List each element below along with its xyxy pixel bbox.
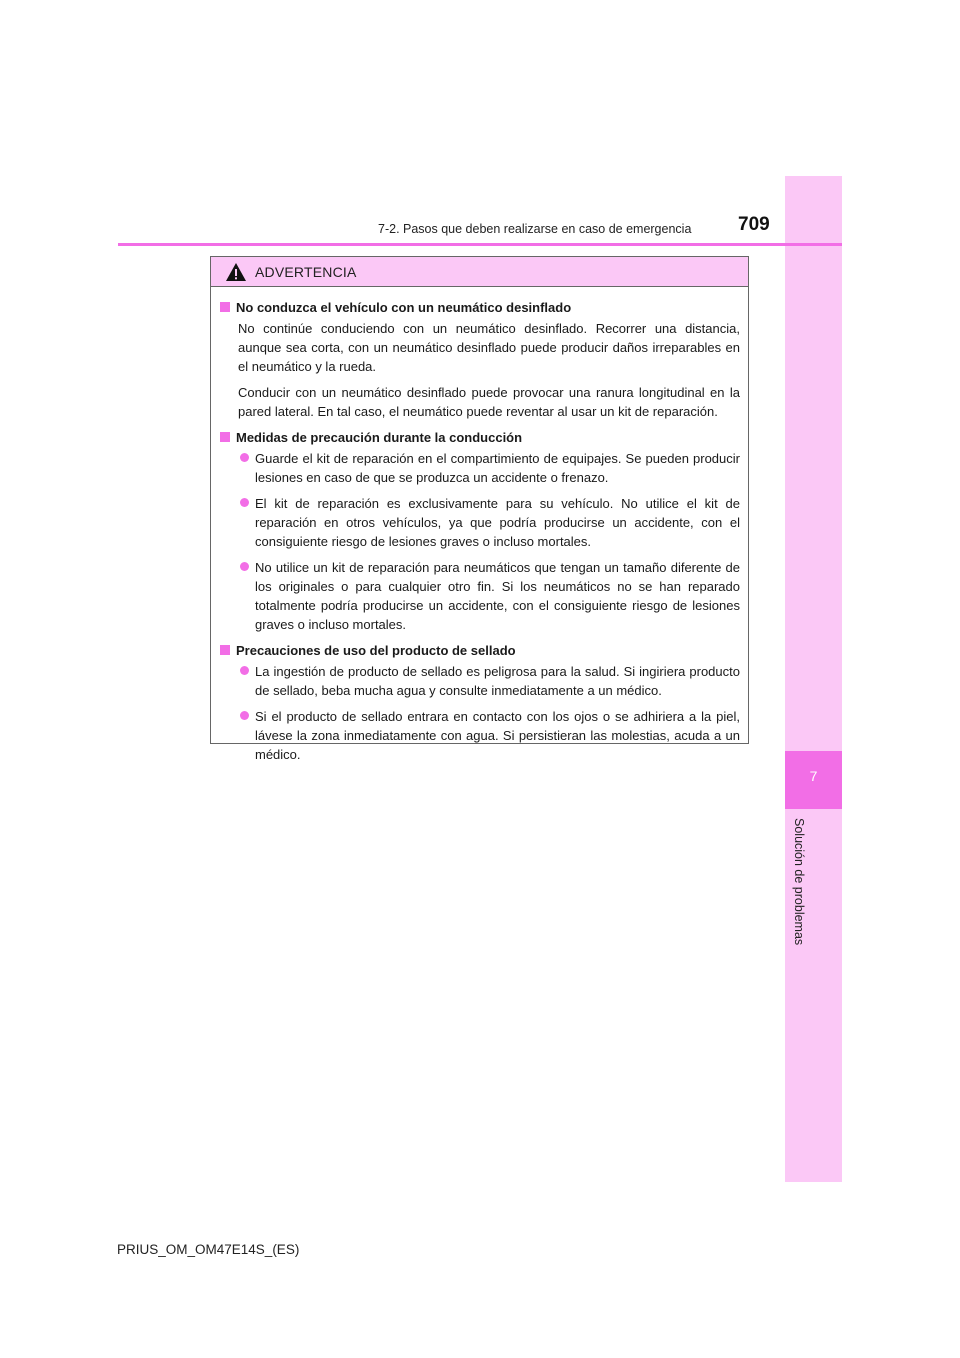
warning-box [210, 256, 749, 762]
document-code: PRIUS_OM_OM47E14S_(ES) [117, 1242, 300, 1257]
warning-bullet-item: No utilice un kit de reparación para neumáticos que tengan un tamaño diferente de los originales o para cualquier otro fin. Si los neumáticos no se han reparado totalmente podría producirse un accidente, con el consiguiente riesgo de lesiones graves o incluso mortales. [240, 558, 740, 634]
warning-bullet-item: La ingestión de producto de sellado es peligrosa para la salud. Si ingiriera producto de sellado, beba mucha agua y consulte inmediatamente a un médico. [240, 662, 740, 700]
section-title: 7-2. Pasos que deben realizarse en caso de emergencia [378, 222, 692, 236]
round-bullet-icon [240, 666, 249, 675]
warning-title: ADVERTENCIA [255, 263, 357, 280]
chapter-name: Solución de problemas [792, 818, 806, 946]
round-bullet-icon [240, 711, 249, 720]
warning-bullet-item: El kit de reparación es exclusivamente para su vehículo. No utilice el kit de reparación en otros vehículos, ya que podría producirse un accidente, con el consiguiente riesgo de lesiones graves o incluso mortales. [240, 494, 740, 551]
page-number: 709 [738, 214, 770, 235]
warning-section-heading: Medidas de precaución durante la conducción [220, 428, 740, 447]
warning-paragraph: Conducir con un neumático desinflado puede provocar una ranura longitudinal en la pared lateral. En tal caso, el neumático puede reventar al usar un kit de reparación. [238, 385, 740, 419]
warning-body [211, 287, 748, 764]
chapter-number: 7 [809, 768, 818, 784]
round-bullet-icon [240, 562, 249, 571]
round-bullet-icon [240, 453, 249, 462]
chapter-side-tab [785, 176, 842, 1182]
warning-triangle-icon [225, 262, 247, 282]
warning-paragraph: No continúe conduciendo con un neumático desinflado. Recorrer una distancia, aunque sea corta, con un neumático desinflado puede producir daños irreparables en el neumático y la rueda. [238, 321, 740, 374]
warning-bullet-item: Si el producto de sellado entrara en contacto con los ojos o se adhiriera a la piel, lávese la zona inmediatamente con agua. Si persistieran las molestias, acuda a un médico. [240, 707, 740, 764]
square-bullet-icon [220, 302, 230, 312]
round-bullet-icon [240, 498, 249, 507]
warning-bullet-item: Guarde el kit de reparación en el compartimiento de equipajes. Se pueden producir lesiones en caso de que se produzca un accidente o frenazo. [240, 449, 740, 487]
warning-section-heading: Precauciones de uso del producto de sellado [220, 641, 740, 660]
warning-section-heading: No conduzca el vehículo con un neumático desinflado [220, 298, 740, 317]
warning-header [211, 257, 748, 287]
header-rule [118, 243, 842, 246]
square-bullet-icon [220, 645, 230, 655]
square-bullet-icon [220, 432, 230, 442]
